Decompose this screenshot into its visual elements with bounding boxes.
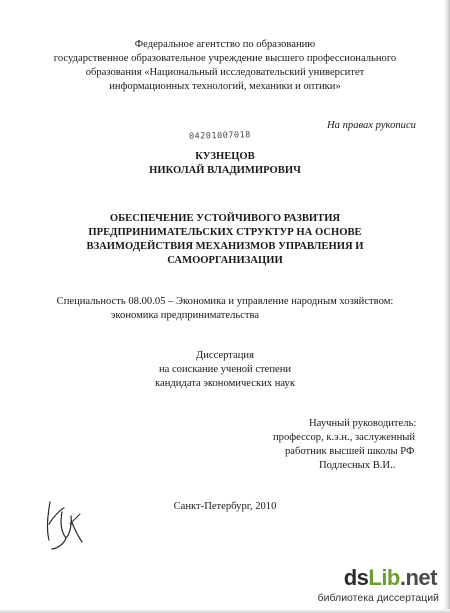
logo-ds-part: ds [343, 565, 369, 590]
specialty-line-1: Специальность 08.00.05 – Экономика и управление народным хозяйством: [56, 296, 394, 307]
degree-line-1: Диссертация [196, 350, 254, 361]
author-surname: КУЗНЕЦОВ [195, 151, 255, 162]
header-line-3: образования «Национальный исследовательский университет [85, 67, 365, 78]
dslib-logo [344, 566, 437, 590]
manuscript-note: На правах рукописи [327, 120, 416, 131]
title-line-1: ОБЕСПЕЧЕНИЕ УСТОЙЧИВОГО РАЗВИТИЯ [109, 213, 341, 224]
supervisor-line-1: Научный руководитель: [309, 418, 417, 429]
author-given-names: НИКОЛАЙ ВЛАДИМИРОВИЧ [149, 165, 301, 176]
supervisor-line-3: работник высшей школы РФ [285, 446, 415, 457]
place-year: Санкт-Петербург, 2010 [173, 501, 277, 512]
header-line-4: информационных технологий, механики и оптики» [109, 81, 341, 92]
degree-line-2: на соискание ученой степени [158, 364, 292, 375]
header-line-2: государственное образовательное учреждение высшего профессионального [53, 53, 397, 64]
dslib-watermark [283, 566, 445, 610]
logo-lib-part: Lib [368, 565, 400, 590]
watermark-subtitle: библиотека диссертаций [317, 592, 439, 604]
page-right-shadow [444, 0, 450, 613]
handwritten-signature [40, 494, 90, 554]
inventory-stamp: 04201007018 [188, 130, 251, 142]
title-line-4: САМООРГАНИЗАЦИИ [167, 255, 283, 266]
supervisor-line-2: профессор, к.э.н., заслуженный [273, 432, 416, 443]
supervisor-line-4: Подлесных В.И.. [319, 460, 396, 471]
specialty-line-2: экономика предпринимательства [110, 310, 260, 321]
header-line-1: Федеральное агентство по образованию [134, 39, 316, 50]
title-line-2: ПРЕДПРИНИМАТЕЛЬСКИХ СТРУКТУР НА ОСНОВЕ [88, 227, 362, 238]
page-bottom-shadow [0, 609, 450, 613]
title-line-3: ВЗАИМОДЕЙСТВИЯ МЕХАНИЗМОВ УПРАВЛЕНИЯ И [86, 241, 364, 252]
degree-line-3: кандидата экономических наук [155, 378, 295, 389]
logo-net-part: .net [399, 565, 437, 590]
